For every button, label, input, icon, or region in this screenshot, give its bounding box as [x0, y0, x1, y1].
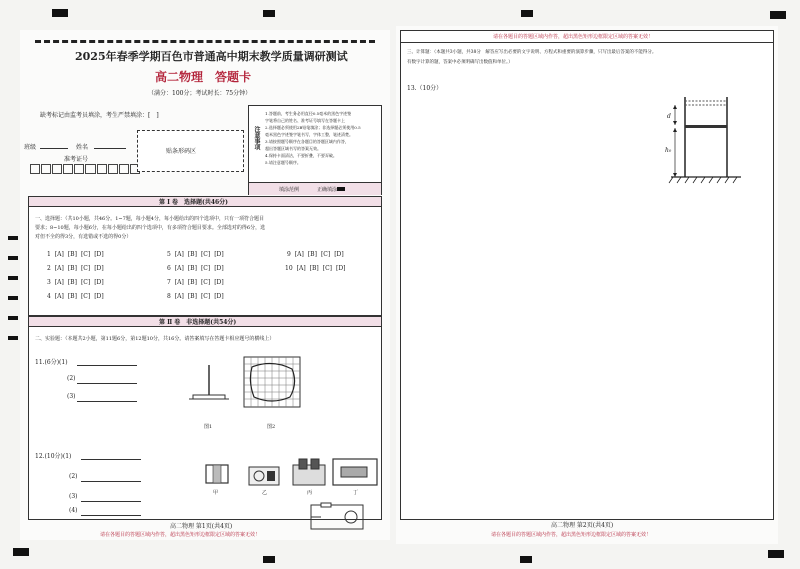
- q13-cylinder-figure: [651, 93, 741, 193]
- q12-answer-2[interactable]: [81, 481, 141, 482]
- q12-part3: (3): [69, 493, 78, 500]
- q11-answer-1[interactable]: [77, 365, 137, 366]
- q12-answer-3[interactable]: [81, 501, 141, 502]
- exam-title: 2025年春季学期百色市普通高中期末教学质量调研测试: [75, 50, 348, 63]
- fig-jia-caption: 甲: [213, 490, 219, 496]
- section3-instr-1: 三、计算题：（本题共3小题，共38分 解答应写出必要的文字说明、方程式和重要的演算步骤，只写出最后答案的不能得分。: [407, 50, 657, 55]
- registration-mark: [8, 256, 18, 260]
- q12-answer-1[interactable]: [81, 459, 141, 460]
- exam-no-boxes[interactable]: [30, 164, 140, 174]
- q11-part3: (3): [67, 393, 76, 400]
- section1-instr-3: 对但不全的得3分，有选错或不选的得0分）: [35, 234, 132, 240]
- page2-footer: 高二物理 第2页(共4页): [551, 522, 614, 529]
- figure-yi-meter: [247, 465, 281, 487]
- name-label: 姓名: [76, 144, 89, 151]
- section2-header-text: 第 Ⅱ 卷 非选择题(共54分): [159, 319, 237, 326]
- page2-top-warning: 请在各题目的答题区域内作答，超出黑色矩形边框限定区域的答案无效！: [493, 34, 654, 40]
- notes-text: 1.答题前，考生务必用直径0.5毫米的黑色字迹签 字笔将自己的姓名、准考证号填写在答题卡上 2.选择题必须使用2B铅笔填涂；非选择题必须使用0.5 毫米黑色字迹签字笔书写，字体工整，笔迹清楚。 3.请按照题号顺序在各题目的答题区域内作答， 超出答题区域书写的答案无效。 4.保持卡面清洁，不要折叠，不要弄破。 5.请注意题号顺序。: [265, 111, 361, 165]
- registration-mark: [768, 550, 784, 558]
- mc-question-2[interactable]: 2 [A] [B] [C] [D]: [47, 265, 104, 272]
- fill-example-value: 正确填涂: [317, 187, 338, 193]
- filled-mark-icon: [337, 187, 345, 191]
- registration-mark: [263, 10, 275, 17]
- figure-bing-apparatus: [291, 457, 327, 487]
- mc-question-7[interactable]: 7 [A] [B] [C] [D]: [167, 279, 224, 286]
- page2-warning: 请在各题目的答题区域内作答，超出黑色矩形边框限定区域的答案无效！: [491, 532, 652, 538]
- name-field[interactable]: [94, 148, 126, 149]
- fig-yi-caption: 乙: [262, 490, 268, 496]
- registration-mark: [521, 10, 533, 17]
- registration-mark: [770, 11, 786, 19]
- page2-top-divider: [401, 42, 773, 43]
- registration-mark: [263, 556, 275, 563]
- mc-question-10[interactable]: 10 [A] [B] [C] [D]: [285, 265, 346, 272]
- section3-instr-2: 有数字计算的题，答案中必须明确写出数值和单位。）: [407, 60, 513, 65]
- q12-part2: (2): [69, 473, 78, 480]
- answer-sheet-page-2: [396, 26, 778, 544]
- q13-label: 13.（10分）: [407, 85, 443, 92]
- q11-label: 11.(6分)(1): [35, 359, 68, 366]
- mc-question-5[interactable]: 5 [A] [B] [C] [D]: [167, 251, 224, 258]
- section1-header-text: 第 Ⅰ 卷 选择题(共46分): [159, 199, 229, 206]
- registration-mark: [8, 336, 18, 340]
- barcode-area: [137, 130, 244, 172]
- subject-title: 高二物理 答题卡: [155, 70, 252, 84]
- registration-mark: [13, 548, 29, 556]
- q12-part4: (4): [69, 507, 78, 514]
- q11-answer-3[interactable]: [77, 401, 137, 402]
- label-d: d: [667, 113, 671, 120]
- notes-box: [248, 105, 382, 195]
- registration-mark: [8, 296, 18, 300]
- section2-instr: 二、实验题：（本题共2小题，第11题6分，第12题10分，共16分。请答案填写在答题卡相应题号的横线上）: [35, 336, 275, 342]
- fig-bing-caption: 丙: [307, 490, 313, 496]
- mc-question-9[interactable]: 9 [A] [B] [C] [D]: [287, 251, 344, 258]
- section2-box: [28, 326, 382, 520]
- class-label: 班级: [24, 144, 37, 151]
- mc-question-3[interactable]: 3 [A] [B] [C] [D]: [47, 279, 104, 286]
- mc-question-8[interactable]: 8 [A] [B] [C] [D]: [167, 293, 224, 300]
- section1-instr-1: 一、选择题：（共10小题，共46分。1~7题，每小题4分，每小题给出的四个选项中，只有一项符合题目: [35, 216, 264, 222]
- figure-ding-sensor: [331, 457, 379, 487]
- score-info: （满分：100分；考试时长：75分钟）: [148, 90, 252, 97]
- notes-title: 注意事项: [253, 126, 260, 150]
- exam-no-label: 准考证号: [64, 156, 89, 163]
- class-field[interactable]: [40, 148, 68, 149]
- q11-part2: (2): [67, 375, 76, 382]
- mc-question-6[interactable]: 6 [A] [B] [C] [D]: [167, 265, 224, 272]
- registration-mark: [520, 556, 532, 563]
- page2-box: [400, 30, 774, 520]
- fig-ding-caption: 丁: [353, 490, 359, 496]
- header-dashed-line: [35, 40, 375, 43]
- q12-answer-4[interactable]: [81, 515, 141, 516]
- page1-warning: 请在各题目的答题区域内作答，超出黑色矩形边框限定区域的答案无效！: [100, 532, 261, 538]
- q11-answer-2[interactable]: [77, 383, 137, 384]
- page1-footer: 高二物理 第1页(共4页): [170, 523, 233, 530]
- figure-wu-circuit: [307, 503, 367, 533]
- section1-instr-2: 要求；8~10题，每小题6分，在每小题给出的四个选项中，有多项符合题目要求。全部选对的得6分，选: [35, 225, 266, 231]
- registration-mark: [52, 9, 68, 17]
- fill-example-label: 填涂范例: [279, 187, 300, 193]
- q12-label: 12.(10分)(1): [35, 453, 72, 460]
- registration-mark: [8, 316, 18, 320]
- label-h0: h₀: [665, 147, 672, 154]
- section1-box: [28, 206, 382, 316]
- mc-question-1[interactable]: 1 [A] [B] [C] [D]: [47, 251, 104, 258]
- barcode-area-label: 贴条形码区: [166, 148, 197, 155]
- registration-mark: [8, 236, 18, 240]
- answer-sheet-page-1: [20, 30, 390, 540]
- absent-note: 缺考标记由监考员填涂，考生严禁填涂：[ ]: [40, 112, 159, 119]
- figure-jia-transformer: [204, 461, 230, 487]
- figure-1-dropper: [189, 365, 229, 405]
- fill-example-bar: [249, 182, 381, 195]
- mc-question-4[interactable]: 4 [A] [B] [C] [D]: [47, 293, 104, 300]
- registration-mark: [8, 276, 18, 280]
- figure-2-grid: [244, 357, 300, 407]
- fig1-caption: 图1: [204, 424, 213, 430]
- fig2-caption: 图2: [267, 424, 276, 430]
